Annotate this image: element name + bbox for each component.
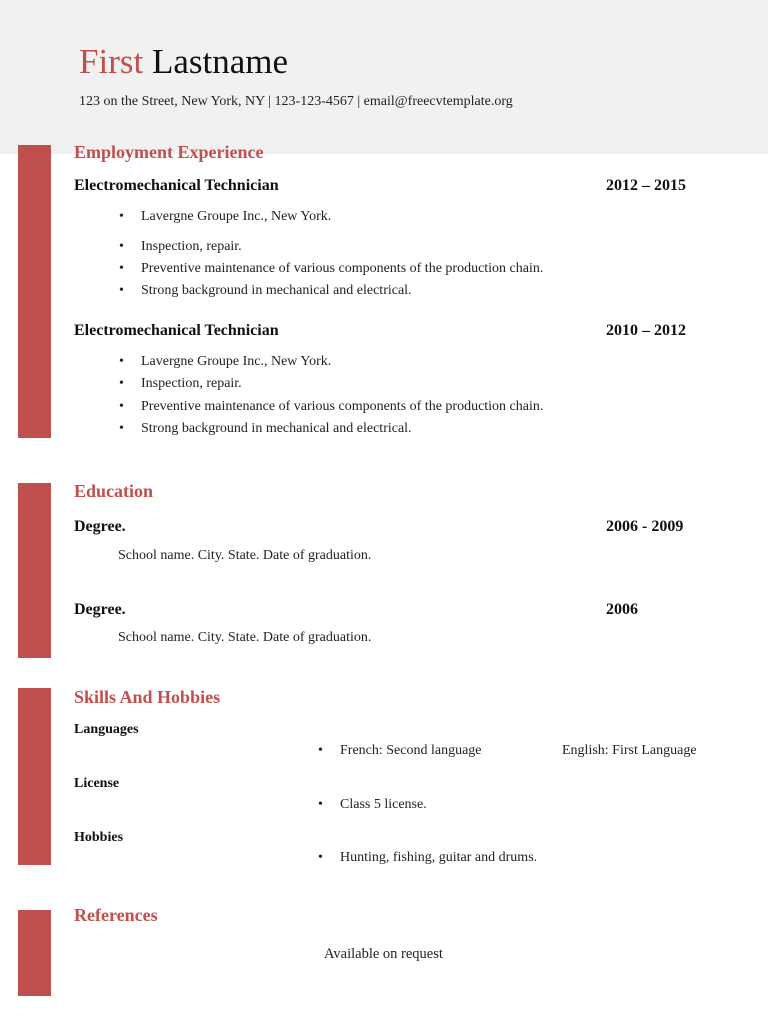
skill-item: • French: Second language [340, 742, 482, 760]
skill-item: • Class 5 license. [340, 796, 427, 814]
job-bullet: • Lavergne Groupe Inc., New York. [141, 208, 331, 226]
section-bar-references [18, 910, 51, 996]
job-bullet: • Inspection, repair. [141, 375, 242, 393]
degree-title: Degree. [74, 518, 126, 535]
full-name [79, 40, 288, 84]
skill-item: English: First Language [562, 743, 697, 758]
job-bullet: • Strong background in mechanical and electrical. [141, 420, 412, 438]
contact-line: 123 on the Street, New York, NY | 123-123-4567 | email@freecvtemplate.org [79, 94, 513, 109]
job-bullet: • Preventive maintenance of various components of the production chain. [141, 398, 543, 416]
section-bar-employment [18, 145, 51, 438]
job-bullet: • Preventive maintenance of various components of the production chain. [141, 260, 543, 278]
degree-detail: School name. City. State. Date of graduation. [118, 630, 372, 645]
job-title: Electromechanical Technician [74, 322, 279, 339]
job-dates: 2010 – 2012 [606, 322, 686, 339]
section-title-skills: Skills And Hobbies [74, 687, 221, 707]
job-bullet: • Strong background in mechanical and electrical. [141, 282, 412, 300]
job-title: Electromechanical Technician [74, 177, 279, 194]
skill-category: Languages [74, 722, 139, 737]
section-bar-education [18, 483, 51, 658]
job-dates: 2012 – 2015 [606, 177, 686, 194]
degree-title: Degree. [74, 601, 126, 618]
section-title-employment: Employment Experience [74, 142, 264, 162]
skill-category: Hobbies [74, 830, 124, 845]
degree-dates: 2006 [606, 601, 638, 618]
skill-item: • Hunting, fishing, guitar and drums. [340, 849, 537, 867]
first-name: First [79, 42, 144, 81]
skill-category: License [74, 776, 120, 791]
last-name: Lastname [151, 42, 289, 81]
degree-dates: 2006 - 2009 [606, 518, 684, 535]
degree-detail: School name. City. State. Date of graduation. [118, 548, 372, 563]
job-bullet: • Lavergne Groupe Inc., New York. [141, 353, 331, 371]
references-text: Available on request [324, 946, 443, 962]
section-title-references: References [74, 905, 158, 925]
section-bar-skills [18, 688, 51, 865]
section-title-education: Education [74, 481, 154, 501]
job-bullet: • Inspection, repair. [141, 238, 242, 256]
